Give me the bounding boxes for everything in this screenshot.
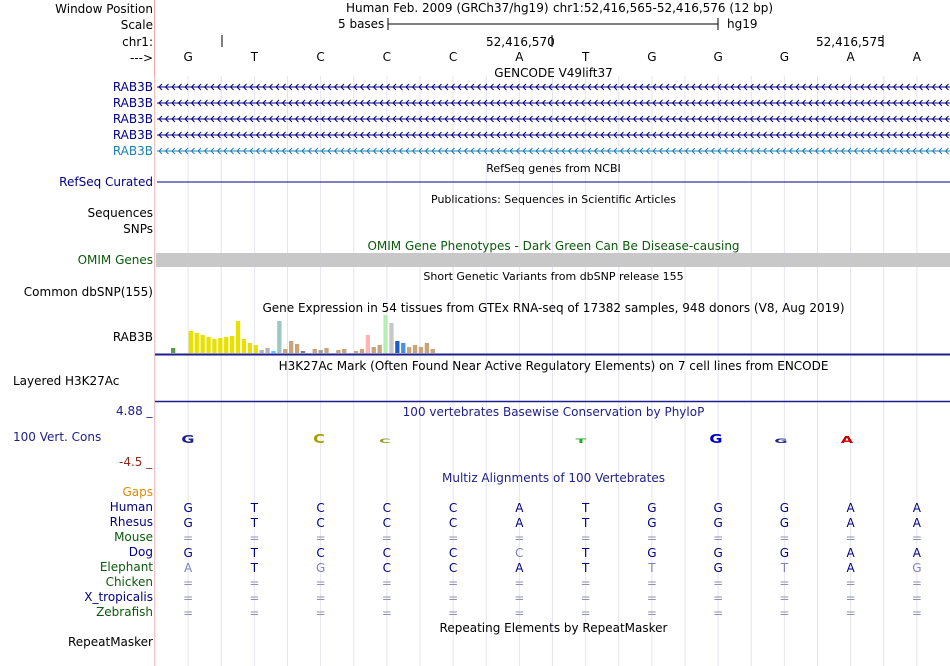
gtex-tissue-bar [319,350,323,353]
sequence-base: C [382,50,392,64]
alignment-base: = [580,576,591,590]
alignment-base: C [316,516,325,530]
alignment-base: C [382,546,392,560]
alignment-base: G [183,501,193,515]
gtex-tissue-bar [425,343,429,353]
gtex-tissue-bar [218,338,222,353]
gencode-track-title: GENCODE V49lift37 [494,66,613,80]
repeatmasker-track-label[interactable]: RepeatMasker [67,635,153,649]
alignment-base: T [581,561,590,575]
alignment-base: = [845,606,856,620]
alignment-base: G [647,546,657,560]
gtex-tissue-bar [360,349,364,353]
gtex-tissue-bar [407,347,411,353]
alignment-base: = [713,591,724,605]
alignment-base: A [515,516,524,530]
alignment-base: = [249,576,260,590]
gtex-tissue-bar [236,321,240,353]
gencode-row-label-5[interactable]: RAB3B [112,144,153,158]
alignment-base: = [249,606,260,620]
repeatmasker-track-title: Repeating Elements by RepeatMasker [439,621,668,635]
gtex-tissue-bar [277,321,281,353]
conservation-glyph: C [313,432,325,447]
alignment-base: = [779,606,790,620]
sequence-base: A [846,50,855,64]
alignment-base: A [846,546,855,560]
gencode-row-label-4[interactable]: RAB3B [112,128,153,142]
publications-track-title: Publications: Sequences in Scientific Articles [431,193,676,206]
alignment-base: G [713,561,723,575]
alignment-base: = [249,591,260,605]
gtex-tissue-bar [212,339,216,353]
alignment-base: G [912,561,922,575]
conservation-glyph: G [774,437,788,445]
species-label-dog[interactable]: Dog [128,545,153,559]
refseq-track-label[interactable]: RefSeq Curated [59,175,153,189]
gtex-tissue-bar [242,339,246,353]
species-label-xtropicalis[interactable]: X_tropicalis [84,590,153,604]
alignment-base: T [780,561,789,575]
chrom-label: chr1: [122,35,153,49]
gtex-tissue-bar [271,351,275,353]
scale-label: Scale [120,18,153,32]
alignment-base: = [845,576,856,590]
alignment-base: T [581,516,590,530]
cons-track-title: 100 vertebrates Basewise Conservation by PhyloP [402,405,705,419]
gtex-tissue-bar [419,347,423,353]
alignment-base: = [381,606,392,620]
alignment-base: G [315,561,326,575]
alignment-base: = [381,531,392,545]
conservation-glyph: T [575,437,587,445]
alignment-base: C [448,516,458,530]
alignment-base: C [448,546,458,560]
alignment-base: = [580,591,591,605]
dbsnp-track-label[interactable]: Common dbSNP(155) [23,285,153,299]
alignment-base: = [646,531,657,545]
gtex-tissue-bar [336,350,340,353]
sequences-track-label[interactable]: Sequences [87,206,153,220]
species-label-zebrafish[interactable]: Zebrafish [96,605,153,619]
alignment-base: G [183,546,193,560]
alignment-base: = [514,576,525,590]
alignment-base: = [315,531,326,545]
assembly-name: Human Feb. 2009 (GRCh37/hg19) [346,1,549,15]
alignment-base: = [779,591,790,605]
gtex-tissue-bar [401,343,405,353]
alignment-base: = [315,576,326,590]
alignment-base: G [779,501,790,515]
gtex-tissue-bar [230,336,234,353]
sequence-base: A [515,50,524,64]
alignment-base: G [713,516,723,530]
refseq-track-title: RefSeq genes from NCBI [486,162,621,175]
alignment-base: = [646,606,657,620]
alignment-base: = [646,576,657,590]
alignment-base: A [912,516,921,530]
sequence-base: C [316,50,325,64]
sequence-base: C [448,50,458,64]
alignment-base: T [250,516,259,530]
alignment-base: G [713,546,723,560]
sequence-base: G [713,50,723,64]
cons-track-label[interactable]: 100 Vert. Cons [13,430,102,444]
species-label-rhesus[interactable]: Rhesus [109,515,153,529]
alignment-base: = [646,591,657,605]
ruler-position-2: 52,416,575 [816,35,885,49]
alignment-base: = [183,591,194,605]
alignment-base: = [779,531,790,545]
gtex-tissue-bar [372,347,376,353]
omim-track-label[interactable]: OMIM Genes [77,253,153,267]
conservation-glyph: A [840,434,854,446]
species-label-chicken[interactable]: Chicken [105,575,153,589]
gtex-tissue-bar [313,349,317,353]
alignment-base: C [316,501,325,515]
gtex-tissue-bar [248,343,252,353]
alignment-base: C [316,546,325,560]
gtex-tissue-bar [224,337,228,353]
alignment-base: = [448,531,459,545]
alignment-base: = [249,531,260,545]
gtex-tissue-bar [395,341,399,353]
alignment-base: = [911,591,922,605]
alignment-base: C [382,516,392,530]
alignment-base: G [779,516,790,530]
h3k27ac-track-title: H3K27Ac Mark (Often Found Near Active Regulatory Elements) on 7 cell lines from ENCODE [278,359,829,373]
species-label-elephant[interactable]: Elephant [99,560,153,574]
alignment-base: G [713,501,723,515]
alignment-base: = [911,576,922,590]
alignment-base: = [514,531,525,545]
alignment-base: = [580,606,591,620]
alignment-base: = [911,606,922,620]
gtex-tissue-bar [354,351,358,353]
scale-text: 5 bases [338,17,385,31]
alignment-base: A [846,561,855,575]
gtex-tissue-bar [265,348,269,353]
sequence-base: G [183,50,193,64]
gencode-row-label-2[interactable]: RAB3B [112,96,153,110]
alignment-base: C [448,561,458,575]
gtex-tissue-bar [254,345,258,353]
alignment-base: T [250,501,259,515]
gtex-tissue-bar [301,351,305,353]
gtex-tissue-bar [342,349,346,353]
alignment-base: G [647,501,657,515]
cons-min-label: -4.5 _ [119,455,153,469]
alignment-base: = [845,591,856,605]
scale-db: hg19 [727,17,758,31]
alignment-base: = [183,576,194,590]
alignment-base: A [912,501,921,515]
alignment-base: A [846,516,855,530]
alignment-base: T [581,546,590,560]
alignment-base: T [250,546,259,560]
gencode-row-label-3[interactable]: RAB3B [112,112,153,126]
alignment-base: G [779,546,790,560]
gtex-track-label[interactable]: RAB3B [112,330,153,344]
gtex-tissue-bar [260,350,264,353]
alignment-base: A [184,561,193,575]
ruler-position-1: 52,416,570 [486,35,555,49]
gtex-tissue-bar [295,344,299,353]
h3k27ac-track-label[interactable]: Layered H3K27Ac [13,374,120,388]
sequence-base: G [779,50,790,64]
gtex-tissue-bar [289,341,293,353]
alignment-base: A [515,561,524,575]
alignment-base: = [779,576,790,590]
alignment-base: = [315,591,326,605]
alignment-base: = [911,531,922,545]
omim-track-title: OMIM Gene Phenotypes - Dark Green Can Be Disease-causing [367,239,740,253]
gtex-tissue-bar [283,349,287,353]
gtex-tissue-bar [431,349,435,353]
sequence-base: A [912,50,921,64]
snps-track-label[interactable]: SNPs [123,222,153,236]
alignment-base: T [581,501,590,515]
gtex-tissue-bar [413,345,417,353]
alignment-base: = [713,531,724,545]
alignment-base: = [183,606,194,620]
alignment-base: C [382,561,392,575]
species-label-human[interactable]: Human [109,500,153,514]
alignment-base: G [183,516,193,530]
alignment-base: C [515,546,524,560]
gtex-tissue-bar [389,323,393,353]
gencode-row-label-1[interactable]: RAB3B [112,80,153,94]
alignment-base: A [515,501,524,515]
alignment-base: A [846,501,855,515]
window-coordinates: chr1:52,416,565-52,416,576 (12 bp) [553,1,774,15]
alignment-base: = [448,606,459,620]
alignment-base: = [514,591,525,605]
conservation-glyph: G [709,432,723,447]
cons-max-label: 4.88 _ [116,404,153,418]
gtex-tissue-bar [171,348,175,353]
multiz-track-title: Multiz Alignments of 100 Vertebrates [441,471,666,485]
gtex-tissue-bar [378,345,382,353]
alignment-base: C [448,501,458,515]
gtex-tissue-bar [206,337,210,353]
dbsnp-track-title: Short Genetic Variants from dbSNP release 155 [423,270,684,283]
alignment-base: = [514,606,525,620]
conservation-glyph: G [181,433,195,447]
gtex-tissue-bar [383,315,387,353]
omim-gene-bar [156,253,950,267]
alignment-base: = [448,576,459,590]
alignment-base: = [713,576,724,590]
window-position-label: Window Position [55,2,153,16]
gtex-tissue-bar [189,331,193,353]
alignment-base: = [183,531,194,545]
alignment-base: = [381,576,392,590]
alignment-base: = [381,591,392,605]
alignment-base: = [845,531,856,545]
gtex-track-title: Gene Expression in 54 tissues from GTEx RNA-seq of 17382 samples, 948 donors (V8, Aug 2019) [262,301,845,315]
sequence-base: T [250,50,259,64]
species-label-mouse[interactable]: Mouse [114,530,153,544]
gtex-tissue-bar [324,348,328,353]
strand-label: ---> [129,51,153,65]
gtex-tissue-bar [366,335,370,353]
gtex-tissue-bar [195,333,199,353]
conservation-glyph: C [379,437,391,445]
alignment-base: = [315,606,326,620]
alignment-base: A [912,546,921,560]
alignment-base: T [250,561,259,575]
alignment-base: = [448,591,459,605]
alignment-base: G [647,516,657,530]
alignment-base: C [382,501,392,515]
sequence-base: T [581,50,590,64]
alignment-base: = [580,531,591,545]
alignment-base: T [648,561,656,575]
gaps-label[interactable]: Gaps [122,485,153,499]
alignment-base: = [713,606,724,620]
sequence-base: G [647,50,657,64]
gtex-tissue-bar [201,335,205,353]
